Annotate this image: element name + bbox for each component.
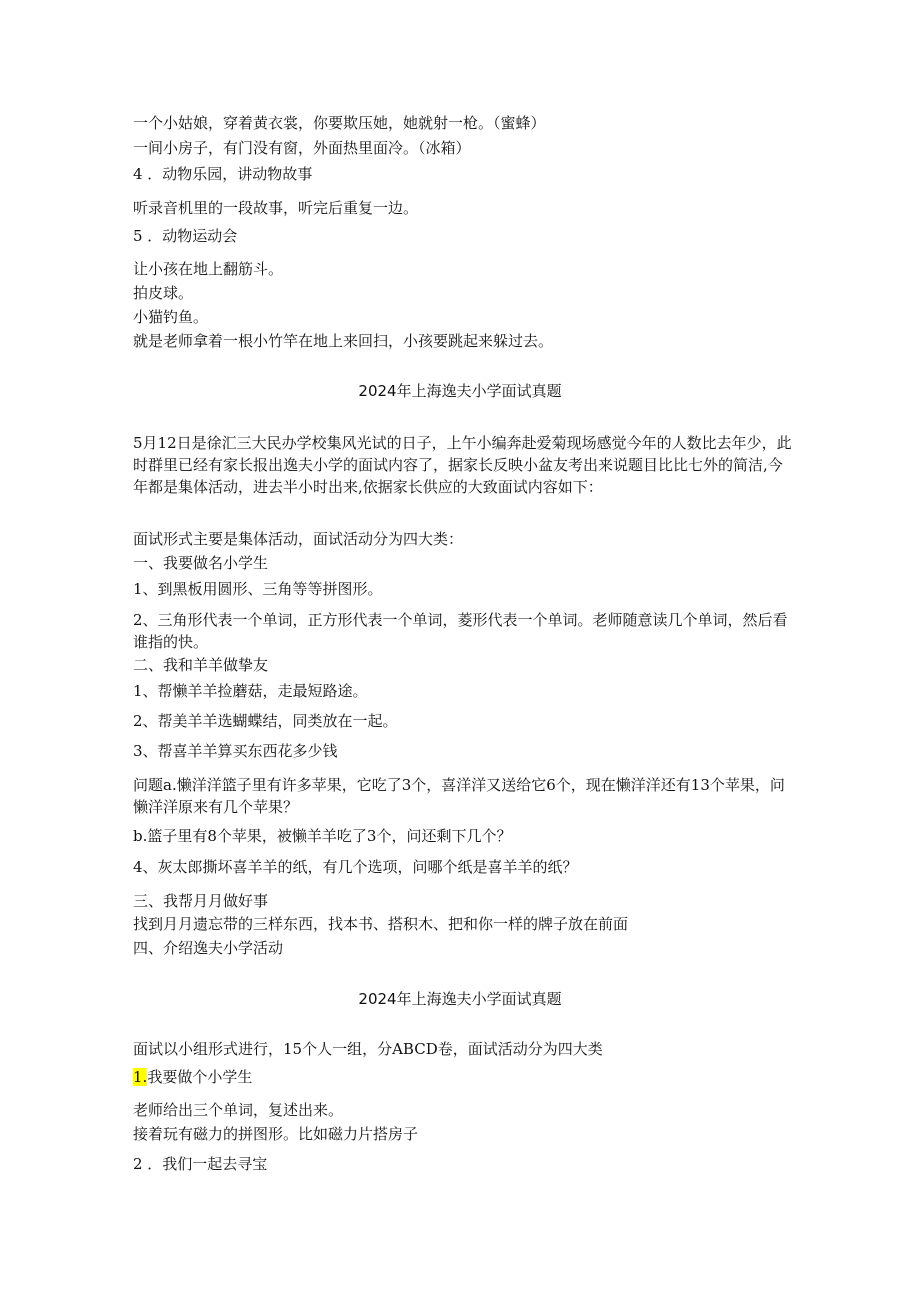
section-3-intro: 面试以小组形式进行，15个人一组，分ABCD卷，面试活动分为四大类 xyxy=(133,1040,603,1058)
category-2-item-1: 1、帮懒羊羊捡蘑菇，走最短路途。 xyxy=(133,682,368,700)
section-3-item-1 xyxy=(133,1066,793,1088)
category-1-item-2: 2、三角形代表一个单词，正方形代表一个单词，菱形代表一个单词。老师随意读几个单词，然后看谁指的快。 xyxy=(133,611,788,651)
category-2-heading: 二、我和羊羊做挚友 xyxy=(133,656,269,674)
item-4-heading: 4 ．动物乐园，讲动物故事 xyxy=(133,165,313,183)
category-3-item-1: 找到月月遗忘带的三样东西，找本书、搭积木、把和你一样的牌子放在前面 xyxy=(133,915,629,933)
riddle-fridge: 一间小房子，有门没有窗，外面热里面冷。（冰箱） xyxy=(133,139,471,157)
section-3-item-1-text: 我要做个小学生 xyxy=(147,1068,253,1086)
section-3-title: 2024年上海逸夫小学面试真题 xyxy=(358,990,562,1008)
item-4-desc: 听录音机里的一段故事，听完后重复一边。 xyxy=(133,199,419,217)
section-3-item-1-line-b: 接着玩有磁力的拼图形。比如磁力片搭房子 xyxy=(133,1125,419,1143)
category-2-item-3: 3、帮喜羊羊算买东西花多少钱 xyxy=(133,742,338,760)
item-5-line-c: 小猫钓鱼。 xyxy=(133,308,209,326)
category-1-item-1: 1、到黑板用圆形、三角等等拼图形。 xyxy=(133,580,383,598)
category-1-heading: 一、我要做名小学生 xyxy=(133,554,269,572)
item-5-heading: 5 ．动物运动会 xyxy=(133,227,238,245)
riddle-bee: 一个小姑娘，穿着黄衣裳，你要欺压她，她就射一枪。（蜜蜂） xyxy=(133,114,546,132)
item-5-line-d: 就是老师拿着一根小竹竿在地上来回扫，小孩要跳起来躲过去。 xyxy=(133,332,554,350)
category-4-heading: 四、介绍逸夫小学活动 xyxy=(133,939,284,957)
category-2-item-4: 4、灰太郎撕坏喜羊羊的纸，有几个选项，问哪个纸是喜羊羊的纸？ xyxy=(133,858,578,876)
section-2-intro: 5月12日是徐汇三大民办学校集风光试的日子，上午小编奔赴爱菊现场感觉今年的人数比去年少，此时群里已经有家长报出逸夫小学的面试内容了，据家长反映小盆友考出来说题目比比七外的简洁,今年都是集体活动，进去半小时出来,依据家长供应的大致面试内容如下： xyxy=(133,434,792,496)
item-5-line-b: 拍皮球。 xyxy=(133,284,194,302)
highlighted-item-number: 1. xyxy=(133,1068,148,1086)
category-3-heading: 三、我帮月月做好事 xyxy=(133,892,269,910)
question-a: 问题a.懒洋洋篮子里有许多苹果，它吃了3个，喜洋洋又送给它6个，现在懒洋洋还有13个苹果，问懒洋洋原来有几个苹果？ xyxy=(133,776,785,816)
question-b: b.篮子里有8个苹果，被懒羊羊吃了3个，问还剩下几个？ xyxy=(133,827,512,845)
category-2-item-2: 2、帮美羊羊选蝴蝶结，同类放在一起。 xyxy=(133,712,398,730)
item-5-line-a: 让小孩在地上翻筋斗。 xyxy=(133,260,284,278)
section-2-title: 2024年上海逸夫小学面试真题 xyxy=(358,382,562,400)
section-2-form: 面试形式主要是集体活动，面试活动分为四大类： xyxy=(133,530,464,548)
section-3-item-2: 2 ．我们一起去寻宝 xyxy=(133,1155,268,1173)
section-3-item-1-line-a: 老师给出三个单词，复述出来。 xyxy=(133,1101,344,1119)
